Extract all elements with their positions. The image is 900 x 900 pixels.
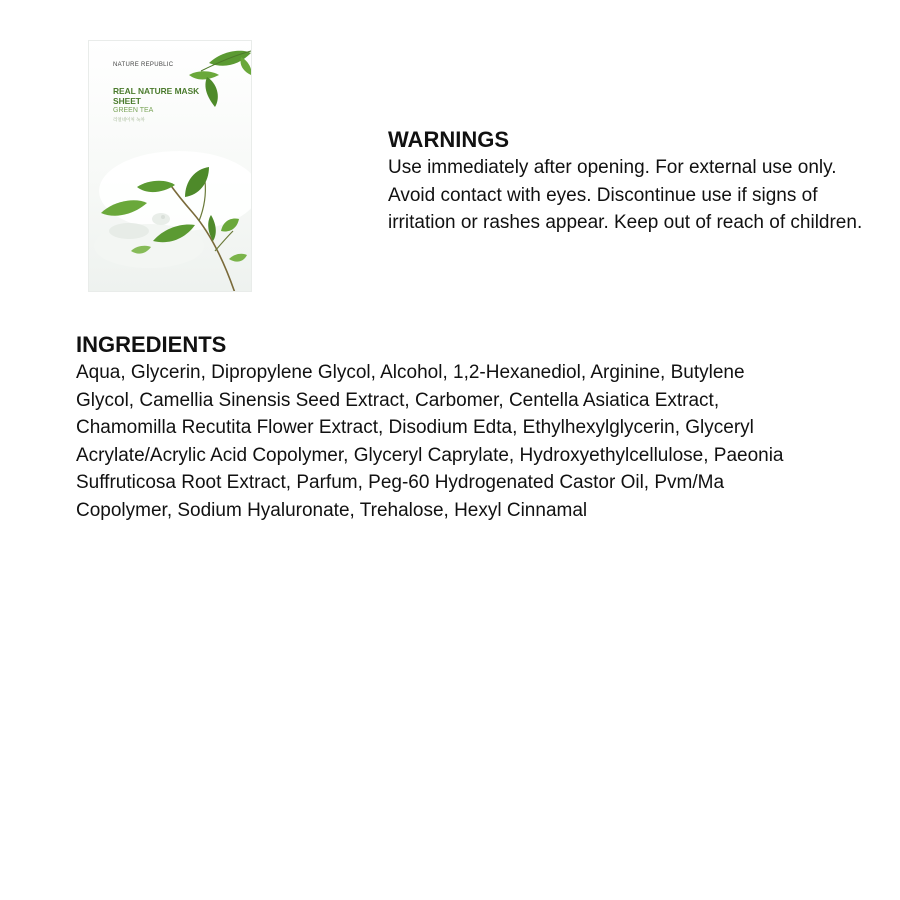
ingredients-heading: INGREDIENTS: [76, 332, 227, 357]
ingredients-section: [76, 331, 806, 524]
product-image: [88, 40, 252, 292]
product-brand-text: NATURE REPUBLIC: [113, 62, 174, 68]
product-variant-text: GREEN TEA: [113, 107, 154, 114]
green-tea-leaves-illustration: [89, 41, 252, 292]
warnings-section: [388, 126, 878, 237]
ingredients-text: Aqua, Glycerin, Dipropylene Glycol, Alcohol, 1,2-Hexanediol, Arginine, Butylene Glycol, Camellia Sinensis Seed Extract, Carbomer, Centella Asiatica Extract, Chamomilla Recutita Flower Extract, Disodium Edta, Ethylhexylglycerin, Glyceryl Acrylate/Acrylic Acid Copolymer, Glyceryl Caprylate, Hydroxyethylcellulose, Paeonia Suffruticosa Root Extract, Parfum, Peg-60 Hydrogenated Castor Oil, Pvm/Ma Copolymer, Sodium Hyaluronate, Trehalose, Hexyl Cinnamal: [76, 362, 784, 521]
product-korean-text: 리얼네이처 녹차: [113, 117, 145, 122]
warnings-heading: WARNINGS: [388, 127, 509, 152]
product-title-text: REAL NATURE MASK SHEET: [113, 86, 200, 106]
warnings-text: Use immediately after opening. For external use only. Avoid contact with eyes. Discontinue use if signs of irritation or rashes appear. Keep out of reach of children.: [388, 157, 863, 233]
